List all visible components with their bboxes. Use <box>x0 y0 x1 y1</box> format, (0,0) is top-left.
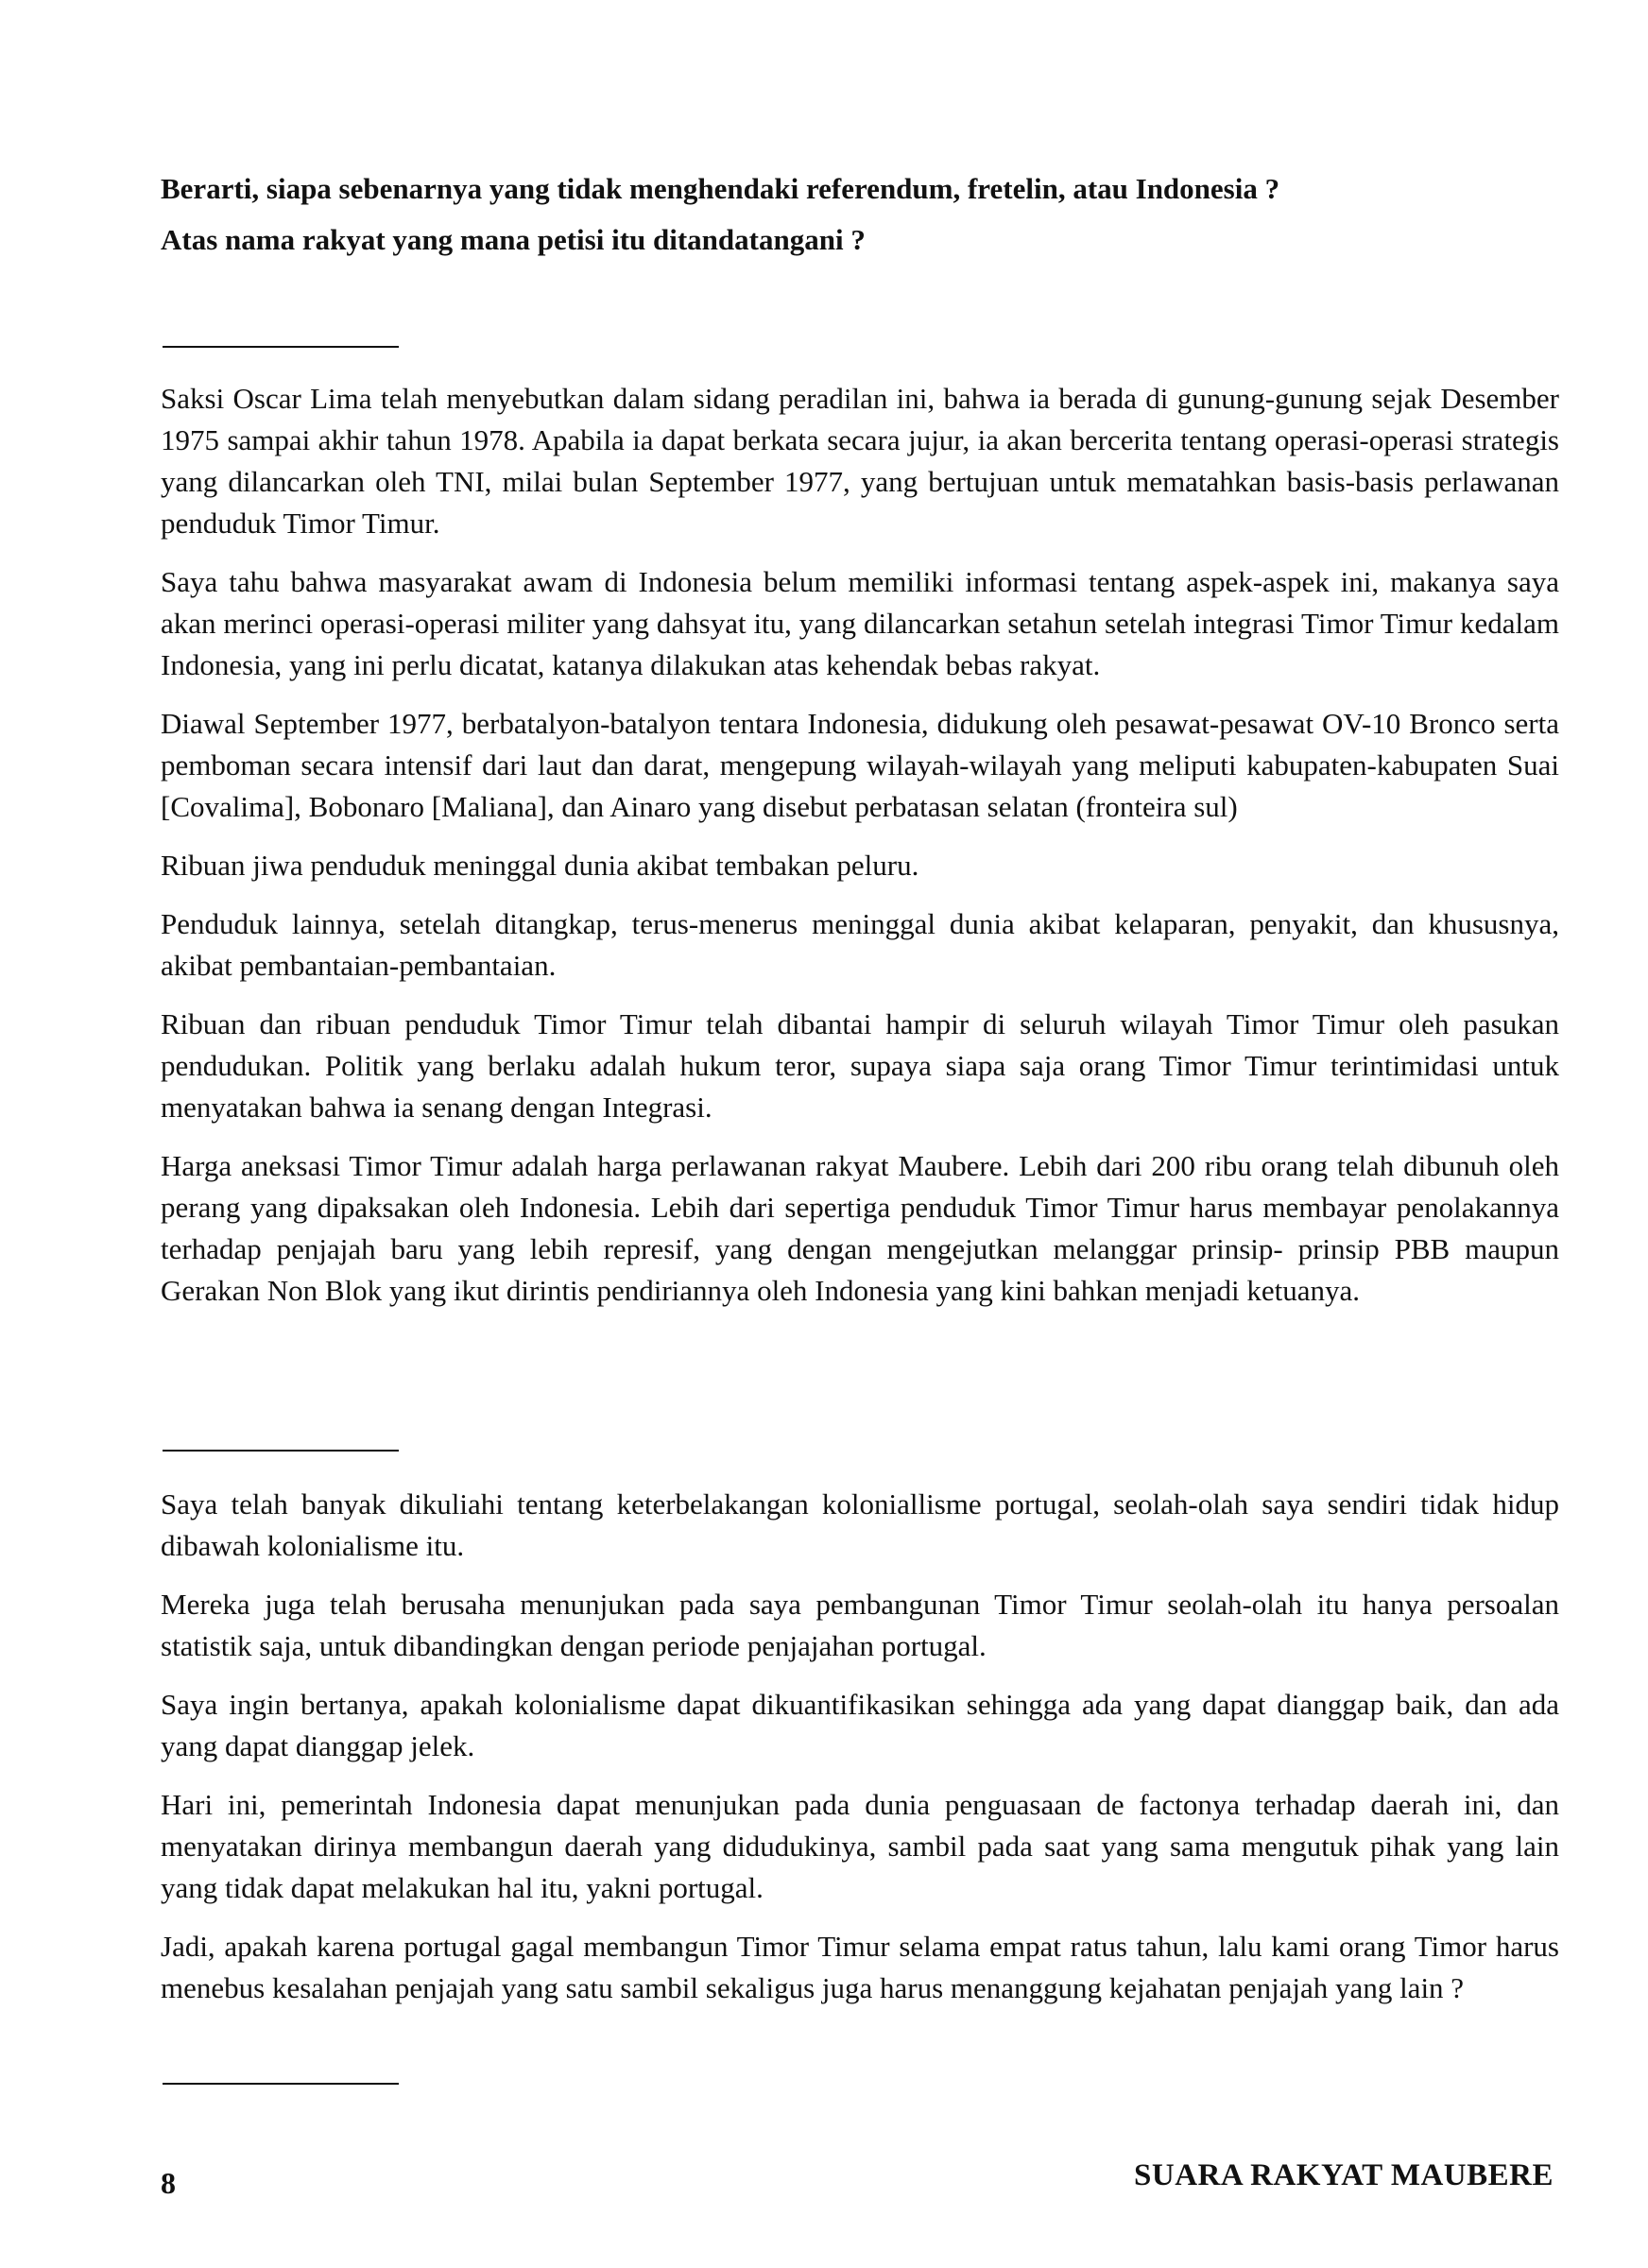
paragraph: Hari ini, pemerintah Indonesia dapat menunjukan pada dunia penguasaan de factonya terhadap daerah ini, dan menyatakan dirinya membangun daerah yang didudukinya, sambil pada saat yang sama mengutuk pihak yang lain yang tidak dapat melakukan hal itu, yakni portugal. <box>161 1788 1559 1904</box>
paragraph: Saya tahu bahwa masyarakat awam di Indonesia belum memiliki informasi tentang aspek-aspek ini, makanya saya akan merinci operasi-operasi militer yang dahsyat itu, yang dilancarkan setahun setelah integrasi Timor Timur kedalam Indonesia, yang ini perlu dicatat, katanya dilakukan atas kehendak bebas rakyat. <box>161 565 1559 681</box>
paragraph: Harga aneksasi Timor Timur adalah harga perlawanan rakyat Maubere. Lebih dari 200 ribu orang telah dibunuh oleh perang yang dipaksakan oleh Indonesia. Lebih dari sepertiga penduduk Timor Timur harus membayar penolakannya terhadap penjajah baru yang lebih represif, yang dengan mengejutkan melanggar prinsip- prinsip PBB maupun Gerakan Non Blok yang ikut dirintis pendiriannya oleh Indonesia yang kini bahkan menjadi ketuanya. <box>161 1149 1559 1307</box>
page-number: 8 <box>161 2166 176 2200</box>
paragraph: Saya telah banyak dikuliahi tentang keterbelakangan koloniallisme portugal, seolah-olah saya sendiri tidak hidup dibawah kolonialisme itu. <box>161 1487 1559 1562</box>
paragraph: Jadi, apakah karena portugal gagal membangun Timor Timur selama empat ratus tahun, lalu kami orang Timor harus menebus kesalahan penjajah yang satu sambil sekaligus juga harus menanggung kejahatan penjajah yang lain ? <box>161 1930 1559 2004</box>
paragraph: Mereka juga telah berusaha menunjukan pada saya pembangunan Timor Timur seolah-olah itu hanya persoalan statistik saja, untuk dibandingkan dengan periode penjajahan portugal. <box>161 1588 1559 1662</box>
paragraph: Penduduk lainnya, setelah ditangkap, terus-menerus meninggal dunia akibat kelaparan, penyakit, dan khususnya, akibat pembantaian-pembantaian. <box>161 907 1559 982</box>
intro-paragraph: Berarti, siapa sebenarnya yang tidak menghendaki referendum, fretelin, atau Indonesia ? <box>161 172 1280 205</box>
section-1 <box>161 378 1559 1329</box>
section-divider <box>163 346 399 348</box>
section-divider <box>163 2083 399 2085</box>
publication-title: SUARA RAKYAT MAUBERE <box>1134 2158 1554 2192</box>
section-divider <box>163 1450 399 1452</box>
paragraph: Diawal September 1977, berbatalyon-batalyon tentara Indonesia, didukung oleh pesawat-pesawat OV-10 Bronco serta pemboman secara intensif dari laut dan darat, mengepung wilayah-wilayah yang meliputi kabupaten-kabupaten Suai [Covalima], Bobonaro [Maliana], dan Ainaro yang disebut perbatasan selatan (fronteira sul) <box>161 707 1559 823</box>
section-2 <box>161 1484 1559 2026</box>
intro-block <box>161 168 1559 270</box>
paragraph: Saksi Oscar Lima telah menyebutkan dalam sidang peradilan ini, bahwa ia berada di gunung-gunung sejak Desember 1975 sampai akhir tahun 1978. Apabila ia dapat berkata secara jujur, ia akan bercerita tentang operasi-operasi strategis yang dilancarkan oleh TNI, milai bulan September 1977, yang bertujuan untuk mematahkan basis-basis perlawanan penduduk Timor Timur. <box>161 382 1559 540</box>
paragraph: Ribuan jiwa penduduk meninggal dunia akibat tembakan peluru. <box>161 849 919 882</box>
paragraph: Saya ingin bertanya, apakah kolonialisme dapat dikuantifikasikan sehingga ada yang dapat dianggap baik, dan ada yang dapat dianggap jelek. <box>161 1688 1559 1762</box>
intro-paragraph: Atas nama rakyat yang mana petisi itu ditandatangani ? <box>161 223 866 256</box>
paragraph: Ribuan dan ribuan penduduk Timor Timur telah dibantai hampir di seluruh wilayah Timor Timur oleh pasukan pendudukan. Politik yang berlaku adalah hukum teror, supaya siapa saja orang Timor Timur terintimidasi untuk menyatakan bahwa ia senang dengan Integrasi. <box>161 1007 1559 1124</box>
